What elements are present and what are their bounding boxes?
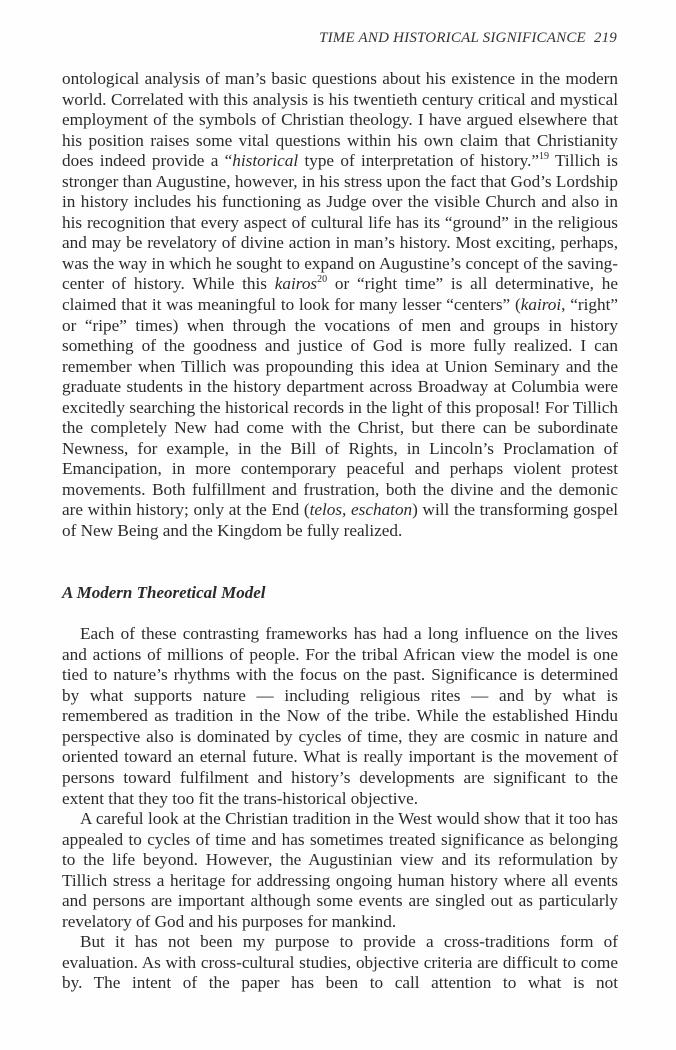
paragraph: A careful look at the Christian tradition in the West would show that it too has appealed to cycles of time and has sometimes treated significance as belonging to the life beyond. However, the Augustinian view and its reformulation by Tillich stress a heritage for addressing ongoing human history where all events and persons are important although some events are singled out as particularly revelatory of God and his purposes for mankind.: [62, 809, 618, 931]
italic-term: kairos: [274, 274, 318, 294]
text-run: ontological analysis of man’s basic questions about his existence in the modern world. Correlated with this analysis is his twentieth century critical and mystical employment of the symbols of Christian theology. I have argued elsewhere that his position raises some vital questions within his own claim that Christianity does indeed provide a “: [62, 69, 618, 171]
italic-term: kairoi: [520, 295, 562, 315]
footnote-ref-19: 19: [539, 151, 550, 163]
text-run: Tillich is stronger than Augustine, however, in his stress upon the fact that God’s Lordship in history includes his functioning as Judge over the visible Church and also in his recognition that every aspect of cultural life has its “ground” in the religious and may be revelatory of divine action in man’s history. Most exciting, perhaps, was the way in which he sought to expand on Augustine’s concept of the saving-center of history. While this: [62, 151, 618, 294]
running-head: [319, 30, 617, 47]
italic-term: telos, eschaton: [309, 500, 413, 520]
paragraph: Each of these contrasting frameworks has had a long influence on the lives and actions of millions of people. For the tribal African view the model is one tied to nature’s rhythms with the focus on the past. Significance is determined by what supports nature — including religious rites — and by what is remembered as tradition in the Now of the tribe. While the established Hindu perspective also is dominated by cycles of time, they are cosmic in nature and oriented toward an eternal future. What is really important is the movement of persons toward fulfilment and history’s developments are significant to the extent that they too fit the trans-historical objective.: [62, 624, 618, 808]
text-run: ) will the transforming gospel of New Being and the Kingdom be fully realized.: [62, 500, 618, 541]
text-run: , “right” or “ripe” times) when through the vocations of men and groups in history something of the goodness and justice of God is more fully realized. I can remember when Tillich was propounding this idea at Union Seminary and the graduate students in the history department across Broadway at Columbia were excitedly searching the historical records in the light of this proposal! For Tillich the completely New had come with the Christ, but there can be subordinate Newness, for example, in the Bill of Rights, in Lincoln’s Proclamation of Emancipation, in more contemporary peaceful and perhaps violent protest movements. Both fulfillment and frustration, both the divine and the demonic are within history; only at the End (: [62, 295, 618, 520]
section-heading: A Modern Theoretical Model: [62, 582, 266, 602]
running-title: TIME AND HISTORICAL SIGNIFICANCE: [319, 30, 586, 46]
paragraph-continued: [62, 69, 618, 542]
page-number: 219: [593, 30, 617, 46]
text-run: type of interpretation of history.”: [298, 151, 540, 171]
footnote-ref-20: 20: [317, 274, 328, 286]
italic-term: historical: [232, 151, 299, 171]
body-text: [62, 69, 618, 994]
text-run: or “right time” is all determinative, he claimed that it was meaningful to look for many lesser “centers” (: [62, 274, 618, 315]
paragraph: But it has not been my purpose to provide a cross-traditions form of evaluation. As with cross-cultural studies, objective criteria are difficult to come by. The intent of the paper has been to call attention to what is not: [62, 932, 618, 993]
